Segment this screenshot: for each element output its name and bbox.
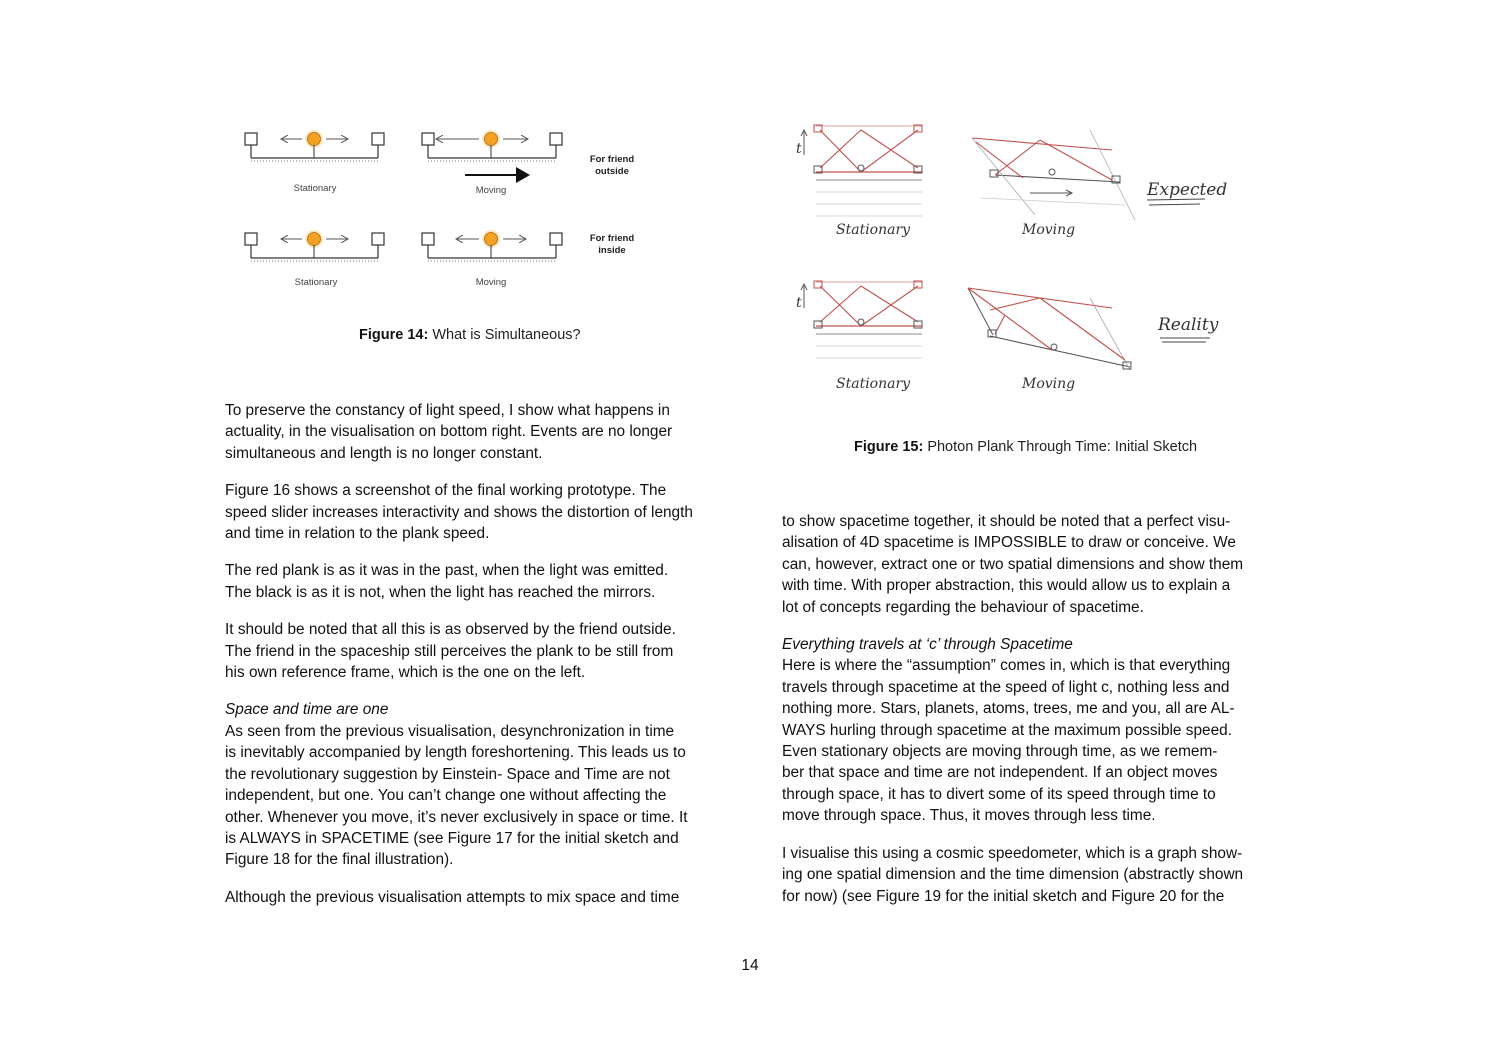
label-t-bottom: t bbox=[796, 295, 802, 311]
text-line: Although the previous visualisation attempts to mix space and time bbox=[225, 888, 680, 906]
label-sketch-stationary-bottom: Stationary bbox=[836, 376, 911, 392]
label-friend-outside-1: For friend bbox=[589, 154, 635, 165]
text-line: It should be noted that all this is as observed by the friend outside. bbox=[225, 621, 676, 639]
text-line: his own reference frame, which is the one on the left. bbox=[225, 664, 586, 682]
figure-15-sketch bbox=[790, 120, 1230, 415]
label-stationary-bottom: Stationary bbox=[294, 277, 338, 288]
plank-stationary-outside bbox=[245, 130, 384, 161]
text-line: is inevitably accompanied by length foreshortening. This leads us to bbox=[225, 744, 686, 762]
text-line: The red plank is as it was in the past, when the light was emitted. bbox=[225, 562, 669, 580]
plank-moving-outside bbox=[422, 130, 562, 175]
sketch-stationary-expected bbox=[801, 125, 922, 216]
sketch-moving-expected bbox=[972, 130, 1135, 220]
text-line: lot of concepts regarding the behaviour of spacetime. bbox=[782, 598, 1144, 616]
label-moving-top: Moving bbox=[475, 185, 507, 196]
left-text-column bbox=[225, 400, 693, 908]
text-line: WAYS hurling through spacetime at the maximum possible speed. bbox=[782, 721, 1232, 739]
text-line: for now) (see Figure 19 for the initial sketch and Figure 20 for the bbox=[782, 887, 1225, 905]
text-line: speed slider increases interactivity and shows the distortion of length bbox=[225, 503, 693, 521]
text-line: to show spacetime together, it should be noted that a perfect visu- bbox=[782, 513, 1231, 530]
figure-14-caption bbox=[359, 327, 581, 343]
text-line: through space, it has to divert some of its speed through time to bbox=[782, 785, 1216, 803]
label-friend-inside-2: inside bbox=[598, 245, 626, 256]
text-line: I visualise this using a cosmic speedometer, which is a graph show- bbox=[782, 844, 1243, 862]
plank-moving-inside bbox=[422, 230, 562, 261]
text-line: ing one spatial dimension and the time dimension (abstractly shown bbox=[782, 866, 1244, 884]
figure-15-svg bbox=[790, 120, 1230, 415]
text-line: Even stationary objects are moving through time, as we remem- bbox=[782, 743, 1218, 761]
text-line: As seen from the previous visualisation, desynchronization in time bbox=[225, 722, 675, 740]
text-line: independent, but one. You can’t change one without affecting the bbox=[225, 787, 667, 805]
page-number: 14 bbox=[741, 957, 759, 974]
figure-14-caption-label: Figure 14: bbox=[359, 327, 429, 343]
sketch-stationary-reality bbox=[801, 281, 922, 358]
right-text-column bbox=[782, 511, 1243, 907]
text-line: The friend in the spaceship still perceives the plank to be still from bbox=[225, 642, 674, 660]
text-line: other. Whenever you move, it’s never exclusively in space or time. It bbox=[225, 808, 688, 826]
figure-15-caption-label: Figure 15: bbox=[854, 439, 924, 455]
label-sketch-moving-top: Moving bbox=[1022, 222, 1076, 238]
text-line: The black is as it is not, when the light has reached the mirrors. bbox=[225, 583, 656, 601]
figure-15-caption-text: Photon Plank Through Time: Initial Sketch bbox=[923, 439, 1198, 455]
text-line: simultaneous and length is no longer constant. bbox=[225, 444, 543, 462]
figure-14-caption-text: What is Simultaneous? bbox=[428, 327, 581, 343]
text-line: actuality, in the visualisation on bottom right. Events are no longer bbox=[225, 423, 673, 441]
section-heading: Space and time are one bbox=[225, 701, 389, 719]
reality-underline bbox=[1160, 338, 1210, 342]
label-expected: Expected bbox=[1147, 180, 1228, 200]
text-line: Here is where the “assumption” comes in, which is that everything bbox=[782, 657, 1231, 675]
text-line: Figure 16 shows a screenshot of the final working prototype. The bbox=[225, 482, 667, 500]
label-stationary-top: Stationary bbox=[293, 183, 337, 194]
label-sketch-stationary-top: Stationary bbox=[836, 222, 911, 238]
text-line: travels through spacetime at the speed of light c, nothing less and bbox=[782, 678, 1230, 696]
text-line: Figure 18 for the final illustration). bbox=[225, 851, 454, 869]
figure-15-caption bbox=[854, 439, 1197, 455]
figure-14-illustration bbox=[232, 122, 652, 292]
label-t-top: t bbox=[796, 141, 802, 157]
text-line: is ALWAYS in SPACETIME (see Figure 17 for the initial sketch and bbox=[225, 829, 679, 847]
text-line: can, however, extract one or two spatial dimensions and show them bbox=[782, 555, 1244, 573]
text-line: the revolutionary suggestion by Einstein- Space and Time are not bbox=[225, 765, 670, 783]
sketch-moving-reality bbox=[968, 288, 1131, 370]
text-line: ber that space and time are not independent. If an object moves bbox=[782, 764, 1218, 782]
plank-stationary-inside bbox=[245, 230, 384, 261]
label-sketch-moving-bottom: Moving bbox=[1022, 376, 1076, 392]
label-friend-outside-2: outside bbox=[595, 166, 629, 177]
text-line: move through space. Thus, it moves through less time. bbox=[782, 807, 1156, 825]
figure-14-svg bbox=[232, 122, 652, 292]
text-line: To preserve the constancy of light speed, I show what happens in bbox=[225, 402, 670, 419]
text-line: alisation of 4D spacetime is IMPOSSIBLE to draw or conceive. We bbox=[782, 534, 1236, 552]
label-reality: Reality bbox=[1158, 315, 1219, 335]
text-line: with time. With proper abstraction, this would allow us to explain a bbox=[782, 577, 1231, 595]
section-heading: Everything travels at ‘c’ through Spacetime bbox=[782, 636, 1073, 654]
label-moving-bottom: Moving bbox=[475, 277, 507, 288]
text-line: nothing more. Stars, planets, atoms, trees, me and you, all are AL- bbox=[782, 700, 1235, 718]
text-line: and time in relation to the plank speed. bbox=[225, 525, 490, 543]
label-friend-inside-1: For friend bbox=[589, 233, 635, 244]
